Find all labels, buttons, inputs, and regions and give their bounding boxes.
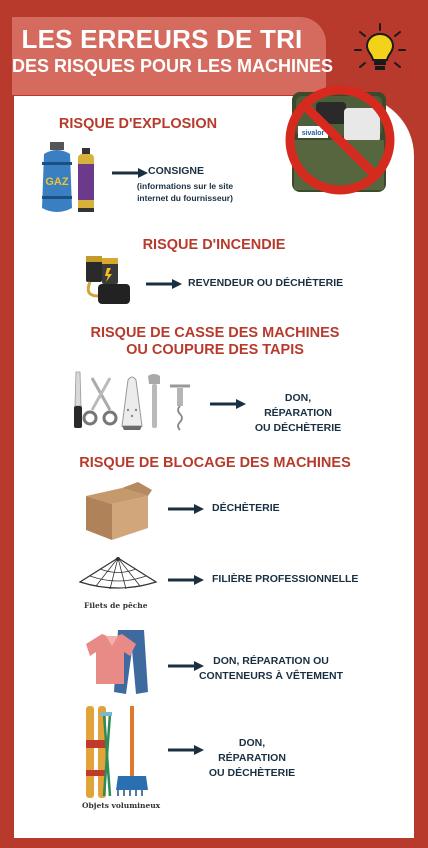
cardboard-box-icon bbox=[82, 480, 152, 542]
arrow-bulky bbox=[168, 745, 204, 755]
bulky-objects-caption: Objets volumineux bbox=[82, 801, 161, 810]
explosion-note: (informations sur le site internet du fournisseur) bbox=[136, 181, 234, 203]
breakage-action: DON, RÉPARATION OU DÉCHÈTERIE bbox=[254, 392, 342, 434]
fishing-net-caption: Filets de pêche bbox=[84, 601, 148, 610]
bulky-action: DON, RÉPARATION OU DÉCHÈTERIE bbox=[208, 737, 296, 779]
fire-action: REVENDEUR OU DÉCHÈTERIE bbox=[188, 277, 344, 289]
section-title-explosion: RISQUE D'EXPLOSION bbox=[58, 116, 218, 132]
arrow-explosion bbox=[112, 168, 148, 178]
net-action: FILIÈRE PROFESSIONNELLE bbox=[212, 573, 359, 585]
explosion-action: CONSIGNE bbox=[148, 165, 205, 177]
clothes-action: DON, RÉPARATION OU CONTENEURS À VÊTEMENT bbox=[198, 655, 344, 682]
arrow-box bbox=[168, 504, 204, 514]
section-title-blocking: RISQUE DE BLOCAGE DES MACHINES bbox=[79, 455, 351, 471]
arrow-breakage bbox=[210, 399, 246, 409]
title-line-1: LES ERREURS DE TRI bbox=[21, 24, 303, 54]
prohibited-machine-icon bbox=[282, 80, 400, 196]
gas-label: GAZ bbox=[45, 176, 69, 188]
gas-bottle-icon bbox=[38, 140, 104, 218]
section-title-breakage: RISQUE DE CASSE DES MACHINES OU COUPURE DES TAPIS bbox=[90, 325, 340, 358]
arrow-net bbox=[168, 575, 204, 585]
fishing-net-icon bbox=[76, 556, 160, 600]
lightbulb-icon bbox=[352, 22, 408, 78]
box-action: DÉCHÈTERIE bbox=[212, 502, 280, 514]
title-line-2: DES RISQUES POUR LES MACHINES bbox=[12, 56, 334, 76]
sharp-tools-icon bbox=[70, 370, 200, 432]
section-title-fire: RISQUE D'INCENDIE bbox=[142, 237, 286, 253]
arrow-fire bbox=[146, 279, 182, 289]
batteries-icon bbox=[80, 252, 140, 308]
bulky-objects-icon bbox=[82, 704, 158, 800]
machine-brand-text: sivalor bbox=[301, 130, 325, 137]
clothes-icon bbox=[84, 628, 156, 698]
